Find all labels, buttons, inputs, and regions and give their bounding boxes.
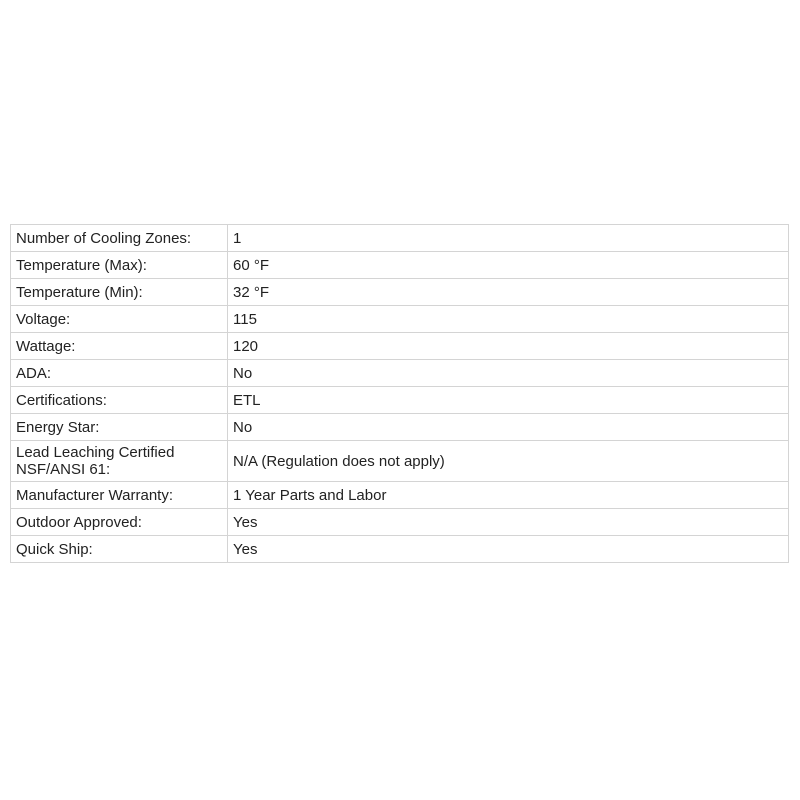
spec-label: Outdoor Approved:: [11, 509, 228, 536]
spec-value: 60 °F: [228, 252, 789, 279]
spec-value: 32 °F: [228, 279, 789, 306]
table-row: [11, 414, 789, 441]
spec-value: No: [228, 414, 789, 441]
table-row: [11, 333, 789, 360]
table-row: [11, 536, 789, 563]
spec-table-container: [10, 224, 789, 563]
spec-table: [10, 224, 789, 563]
table-row: [11, 387, 789, 414]
spec-value: Yes: [228, 509, 789, 536]
spec-value: N/A (Regulation does not apply): [228, 441, 789, 482]
table-row: [11, 252, 789, 279]
table-row: [11, 441, 789, 482]
spec-label: Temperature (Max):: [11, 252, 228, 279]
table-row: [11, 306, 789, 333]
table-row: [11, 279, 789, 306]
spec-value: 1 Year Parts and Labor: [228, 482, 789, 509]
spec-label: Number of Cooling Zones:: [11, 225, 228, 252]
spec-label: Voltage:: [11, 306, 228, 333]
spec-label: Wattage:: [11, 333, 228, 360]
spec-value: 115: [228, 306, 789, 333]
spec-label: Quick Ship:: [11, 536, 228, 563]
spec-label: Certifications:: [11, 387, 228, 414]
spec-label: ADA:: [11, 360, 228, 387]
spec-label: Energy Star:: [11, 414, 228, 441]
table-row: [11, 360, 789, 387]
spec-value: No: [228, 360, 789, 387]
spec-value: 120: [228, 333, 789, 360]
spec-label: Lead Leaching Certified NSF/ANSI 61:: [11, 441, 228, 482]
spec-label: Manufacturer Warranty:: [11, 482, 228, 509]
spec-value: ETL: [228, 387, 789, 414]
table-row: [11, 482, 789, 509]
spec-value: 1: [228, 225, 789, 252]
table-row: [11, 225, 789, 252]
spec-label: Temperature (Min):: [11, 279, 228, 306]
spec-value: Yes: [228, 536, 789, 563]
table-row: [11, 509, 789, 536]
